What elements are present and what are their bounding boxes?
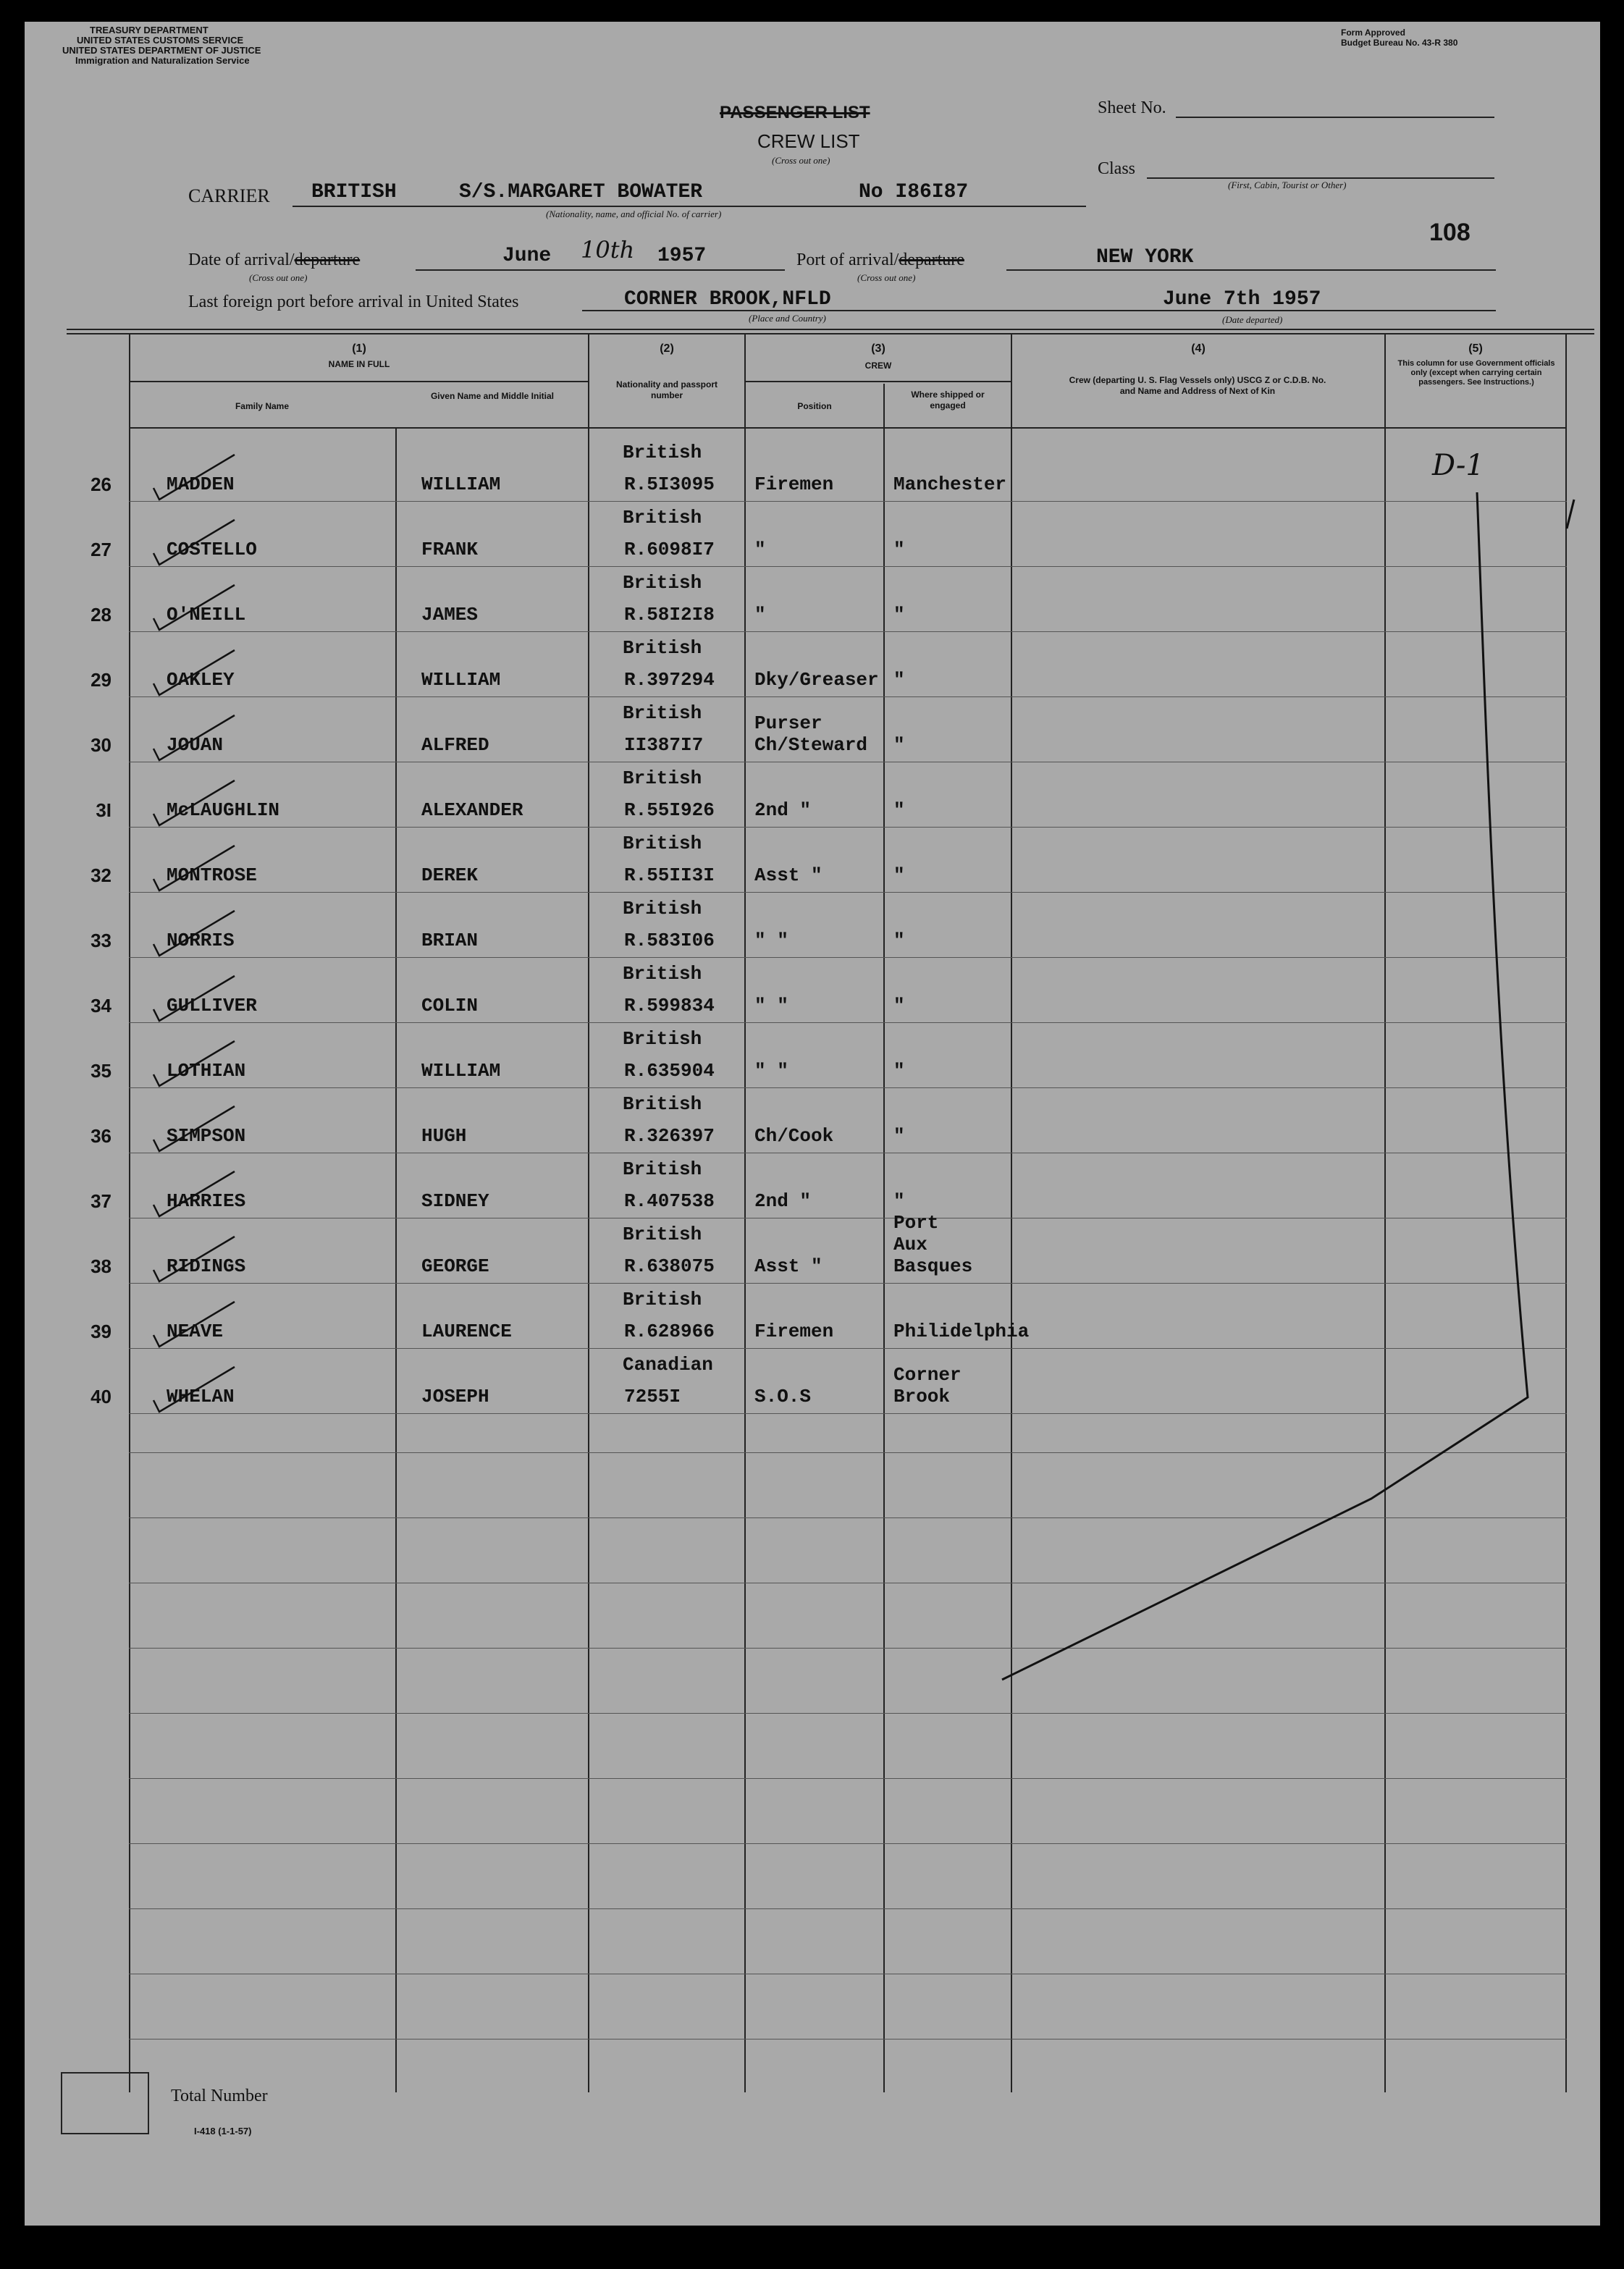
last-foreign-port: CORNER BROOK,NFLD: [624, 288, 831, 311]
where-shipped: ": [893, 734, 905, 756]
position: " ": [754, 1060, 788, 1082]
where-shipped: ": [893, 864, 905, 886]
col1b-title: Given Name and Middle Initial: [430, 391, 555, 401]
where-shipped: ": [893, 539, 905, 560]
nationality: British: [623, 1224, 702, 1245]
given-name: LAURENCE: [421, 1321, 512, 1342]
nationality: British: [623, 637, 702, 659]
arrival-year: 1957: [657, 245, 707, 267]
total-number-box: [61, 2072, 149, 2134]
col2-title: Nationality and passport number: [615, 379, 718, 400]
col3b-title: Where shipped or engaged: [911, 390, 985, 411]
col3-title: CREW: [864, 361, 892, 371]
passport-number: R.635904: [624, 1060, 715, 1082]
nationality: British: [623, 767, 702, 789]
passport-number: II387I7: [624, 734, 704, 756]
form-title: CREW LIST: [757, 130, 860, 152]
col1-title: NAME IN FULL: [328, 359, 390, 369]
nationality: British: [623, 442, 702, 463]
carrier-name: S/S.MARGARET BOWATER: [459, 181, 703, 203]
row-number: 34: [91, 995, 112, 1016]
row-number: 3I: [96, 799, 112, 821]
page-number: 108: [1429, 219, 1471, 246]
passport-number: R.583I06: [624, 930, 715, 951]
last-port-label: Last foreign port before arrival in United States: [188, 292, 519, 311]
family-name: RIDINGS: [167, 1255, 246, 1277]
row-number: 29: [91, 669, 112, 691]
col1a-title: Family Name: [235, 401, 290, 411]
row-number: 36: [91, 1125, 112, 1147]
nationality: British: [623, 702, 702, 724]
where-shipped: Manchester: [893, 473, 1007, 495]
col4-number: (4): [1191, 342, 1206, 355]
given-name: ALEXANDER: [421, 799, 523, 821]
given-name: JAMES: [421, 604, 479, 626]
carrier-number: No I86I87: [859, 181, 969, 203]
given-name: COLIN: [421, 995, 479, 1016]
date-note: (Cross out one): [249, 272, 308, 283]
where-shipped: Corner Brook: [893, 1364, 962, 1407]
position: ": [754, 604, 766, 626]
given-name: SIDNEY: [421, 1190, 489, 1212]
position: Firemen: [754, 1321, 834, 1342]
given-name: WILLIAM: [421, 473, 501, 495]
row-number: 39: [91, 1321, 112, 1342]
col3a-title: Position: [797, 401, 832, 411]
position: Purser Ch/Steward: [754, 712, 868, 756]
agency-line-4: Immigration and Naturalization Service: [75, 55, 250, 66]
sheet-label: Sheet No.: [1098, 98, 1166, 117]
nationality: British: [623, 1093, 702, 1115]
agency-line-3: UNITED STATES DEPARTMENT OF JUSTICE: [62, 45, 261, 56]
row-number: 38: [91, 1255, 112, 1277]
date-label-text: Date of arrival/: [188, 251, 295, 269]
where-shipped: ": [893, 1190, 905, 1212]
class-note: (First, Cabin, Tourist or Other): [1228, 180, 1347, 190]
family-name: McLAUGHLIN: [167, 799, 280, 821]
class-label: Class: [1098, 159, 1136, 178]
passport-number: R.326397: [624, 1125, 715, 1147]
passport-number: R.397294: [624, 669, 715, 691]
position: 2nd ": [754, 799, 812, 821]
total-number-label: Total Number: [171, 2087, 268, 2105]
position: Asst ": [754, 1255, 822, 1277]
port-note: (Cross out one): [857, 272, 916, 283]
last-port-note: (Place and Country): [749, 313, 826, 324]
row-number: 33: [91, 930, 112, 951]
where-shipped: ": [893, 799, 905, 821]
given-name: WILLIAM: [421, 1060, 501, 1082]
row-number: 27: [91, 539, 112, 560]
nationality: British: [623, 833, 702, 854]
family-name: WHELAN: [167, 1386, 235, 1407]
title-note: (Cross out one): [772, 155, 830, 166]
family-name: HARRIES: [167, 1190, 246, 1212]
nationality: Canadian: [623, 1354, 713, 1376]
port-label-struck: departure: [899, 251, 964, 269]
position: Firemen: [754, 473, 834, 495]
family-name: GULLIVER: [167, 995, 257, 1016]
family-name: JOUAN: [167, 734, 224, 756]
position: Asst ": [754, 864, 822, 886]
position: " ": [754, 995, 788, 1016]
form-id: I-418 (1-1-57): [194, 2126, 252, 2137]
where-shipped: Philidelphia: [893, 1321, 1030, 1342]
nationality: British: [623, 1028, 702, 1050]
nationality: British: [623, 507, 702, 529]
budget-bureau-no: Budget Bureau No. 43-R 380: [1341, 38, 1458, 48]
row-number: 30: [91, 734, 112, 756]
agency-line-2: UNITED STATES CUSTOMS SERVICE: [77, 35, 244, 46]
where-shipped: ": [893, 1125, 905, 1147]
given-name: HUGH: [421, 1125, 467, 1147]
where-shipped: ": [893, 669, 905, 691]
passport-number: R.55I926: [624, 799, 715, 821]
passport-number: R.58I2I8: [624, 604, 715, 626]
where-shipped: ": [893, 995, 905, 1016]
given-name: WILLIAM: [421, 669, 501, 691]
family-name: MONTROSE: [167, 864, 257, 886]
family-name: SIMPSON: [167, 1125, 246, 1147]
passport-number: R.6098I7: [624, 539, 715, 560]
family-name: NEAVE: [167, 1321, 224, 1342]
family-name: LOTHIAN: [167, 1060, 246, 1082]
family-name: COSTELLO: [167, 539, 257, 560]
carrier-nationality: BRITISH: [311, 181, 397, 203]
row-number: 35: [91, 1060, 112, 1082]
arrival-month: June: [502, 245, 552, 267]
nationality: British: [623, 898, 702, 919]
family-name: OAKLEY: [167, 669, 235, 691]
date-label-struck: departure: [294, 251, 361, 269]
d1-flourish: [1567, 500, 1574, 529]
position: 2nd ": [754, 1190, 812, 1212]
row-number: 26: [91, 473, 112, 495]
bracket-stroke: [1002, 492, 1528, 1680]
position: S.O.S: [754, 1386, 812, 1407]
row-number: 28: [91, 604, 112, 626]
port-label-text: Port of arrival/: [796, 251, 899, 269]
given-name: DEREK: [421, 864, 479, 886]
row-number: 40: [91, 1386, 112, 1407]
col3-number: (3): [871, 342, 885, 355]
col4-title: Crew (departing U. S. Flag Vessels only) USCG Z or C.D.B. No. and Name and Address of Next of Kin: [1069, 375, 1326, 396]
given-name: BRIAN: [421, 930, 479, 951]
position: Ch/Cook: [754, 1125, 834, 1147]
passport-number: R.55II3I: [624, 864, 715, 886]
nationality: British: [623, 1289, 702, 1310]
given-name: FRANK: [421, 539, 479, 560]
passenger-list-struck: PASSENGER LIST: [720, 103, 870, 122]
where-shipped: ": [893, 930, 905, 951]
passport-number: 7255I: [624, 1386, 681, 1407]
given-name: ALFRED: [421, 734, 489, 756]
position: " ": [754, 930, 788, 951]
row-number: 37: [91, 1190, 112, 1212]
form-approved: Form Approved: [1341, 28, 1405, 38]
where-shipped: ": [893, 604, 905, 626]
where-shipped: ": [893, 1060, 905, 1082]
given-name: GEORGE: [421, 1255, 489, 1277]
passport-number: R.5I3095: [624, 473, 715, 495]
row-number: 32: [91, 864, 112, 886]
position: Dky/Greaser: [754, 669, 879, 691]
col5-number: (5): [1468, 342, 1483, 355]
crew-list-form: [25, 22, 1600, 2226]
passport-number: R.407538: [624, 1190, 715, 1212]
family-name: MADDEN: [167, 473, 235, 495]
carrier-label: CARRIER: [188, 185, 270, 206]
date-departed: June 7th 1957: [1163, 288, 1321, 311]
nationality: British: [623, 963, 702, 985]
d1-annotation: D-1: [1432, 449, 1484, 482]
carrier-note: (Nationality, name, and official No. of carrier): [546, 209, 722, 219]
col1-number: (1): [352, 342, 366, 355]
family-name: O'NEILL: [167, 604, 246, 626]
passport-number: R.638075: [624, 1255, 715, 1277]
position: ": [754, 539, 766, 560]
where-shipped: Port Aux Basques: [893, 1212, 973, 1277]
nationality: British: [623, 572, 702, 594]
passport-number: R.628966: [624, 1321, 715, 1342]
family-name: NORRIS: [167, 930, 235, 951]
handwritten-bracket: [25, 22, 1600, 2226]
col2-number: (2): [660, 342, 674, 355]
col5-title: This column for use Government officials only (except when carrying certain passengers. See Instructions.): [1397, 359, 1555, 387]
arrival-day-handwritten: 10th: [581, 236, 635, 264]
agency-line-1: TREASURY DEPARTMENT: [90, 25, 209, 35]
port-of-arrival: NEW YORK: [1096, 246, 1194, 269]
given-name: JOSEPH: [421, 1386, 489, 1407]
date-departed-note: (Date departed): [1222, 314, 1283, 325]
passport-number: R.599834: [624, 995, 715, 1016]
nationality: British: [623, 1158, 702, 1180]
